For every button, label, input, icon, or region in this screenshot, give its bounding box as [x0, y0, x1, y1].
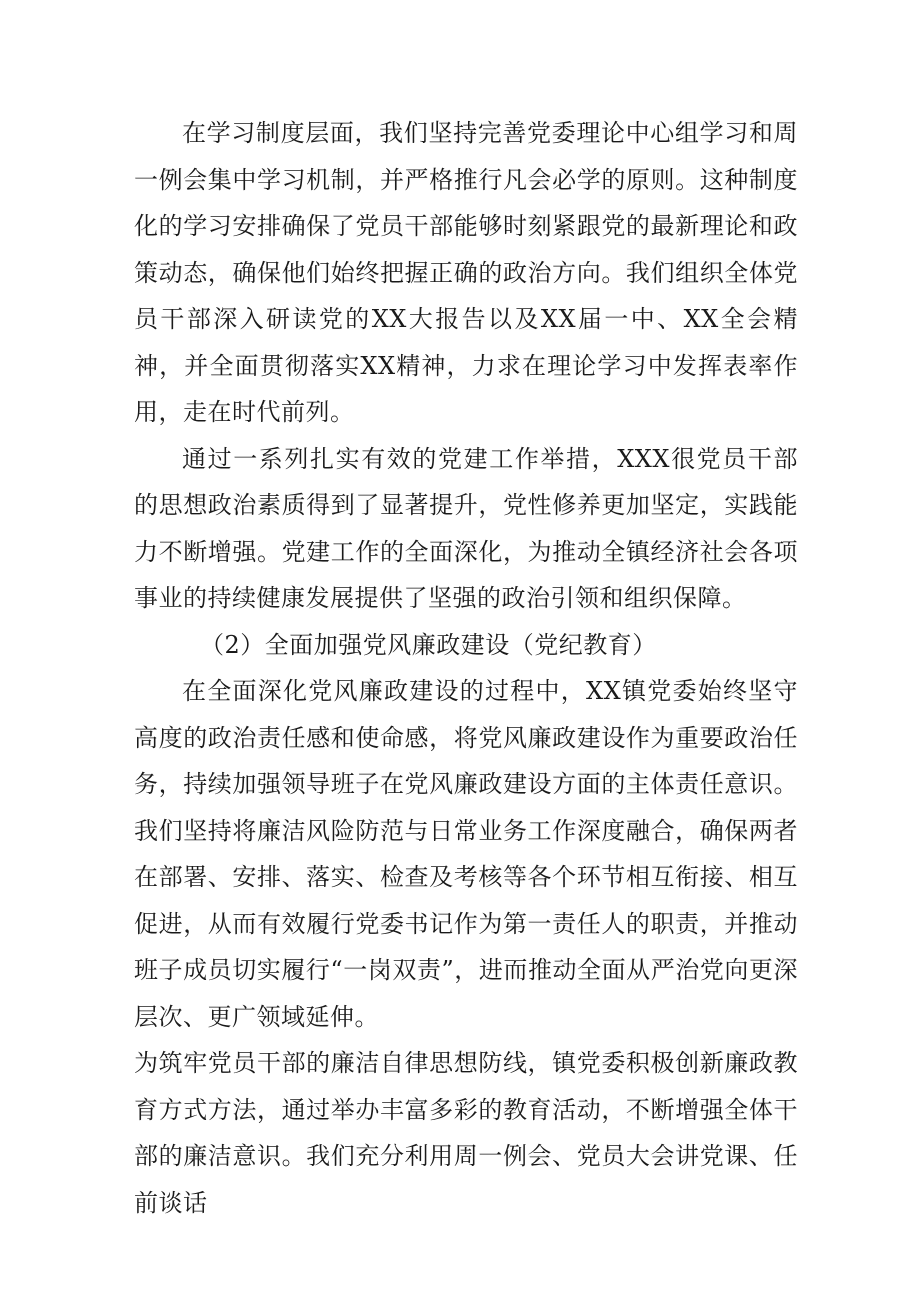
paragraph-integrity-education: 为筑牢党员干部的廉洁自律思想防线，镇党委积极创新廉政教育方式方法，通过举办丰富多彩的教育活动，不断增强全体干部的廉洁意识。我们充分利用周一例会、党员大会讲党课、任前谈话: [134, 1049, 798, 1217]
document-body: [134, 110, 798, 1226]
section-heading-integrity: （2）全面加强党风廉政建设（党纪教育）: [200, 630, 657, 659]
paragraph-integrity-construction: 在全面深化党风廉政建设的过程中，XX镇党委始终坚守高度的政治责任感和使命感，将党风廉政建设作为重要政治任务，持续加强领导班子在党风廉政建设方面的主体责任意识。我们坚持将廉洁风险防范与日常业务工作深度融合，确保两者在部署、安排、落实、检查及考核等各个环节相互衔接、相互促进，从而有效履行党委书记作为第一责任人的职责，并推动班子成员切实履行“一岗双责”，进而推动全面从严治党向更深层次、更广领域延伸。: [134, 677, 798, 1031]
paragraph-party-building-results: 通过一系列扎实有效的党建工作举措，XXX很党员干部的思想政治素质得到了显著提升，党性修养更加坚定，实践能力不断增强。党建工作的全面深化，为推动全镇经济社会各项事业的持续健康发展提供了坚强的政治引领和组织保障。: [134, 444, 798, 612]
paragraph-study-system: 在学习制度层面，我们坚持完善党委理论中心组学习和周一例会集中学习机制，并严格推行凡会必学的原则。这种制度化的学习安排确保了党员干部能够时刻紧跟党的最新理论和政策动态，确保他们始终把握正确的政治方向。我们组织全体党员干部深入研读党的XX大报告以及XX届一中、XX全会精神，并全面贯彻落实XX精神，力求在理论学习中发挥表率作用，走在时代前列。: [134, 119, 798, 426]
